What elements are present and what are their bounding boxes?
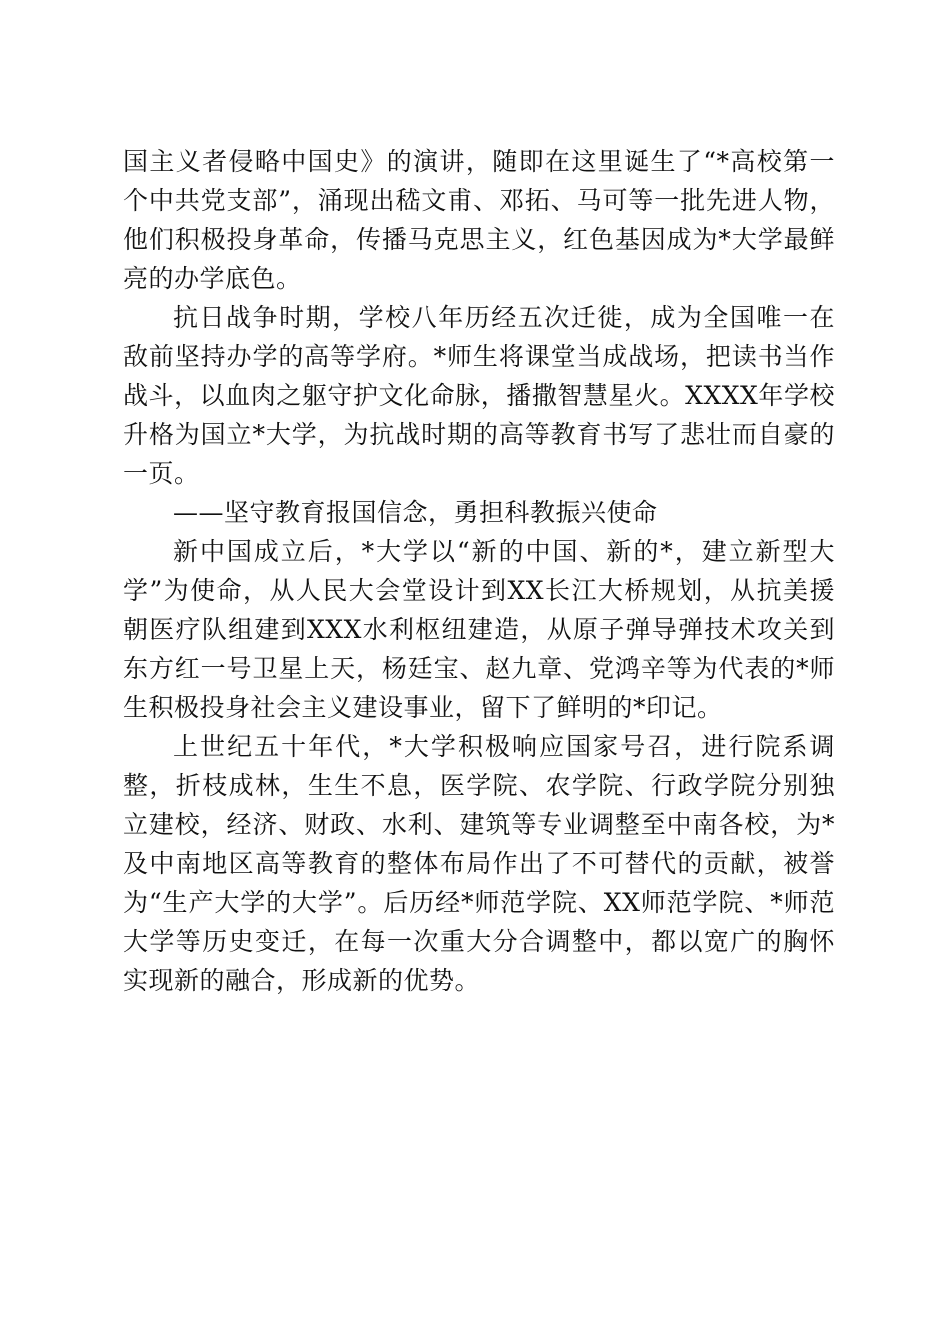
paragraph-war-period: 抗日战争时期，学校八年历经五次迁徙，成为全国唯一在敌前坚持办学的高等学府。*师生将课堂当成战场，把读书当作战斗，以血肉之躯守护文化命脉，播撒智慧星火。XXXX年学校升格为国立*大学，为抗战时期的高等教育书写了悲壮而自豪的一页。 (123, 303, 835, 488)
section-heading: ——坚守教育报国信念，勇担科教振兴使命 (173, 498, 658, 527)
paragraph-new-china: 新中国成立后，*大学以“新的中国、新的*，建立新型大学”为使命，从人民大会堂设计到XX长江大桥规划，从抗美援朝医疗队组建到XXX水利枢纽建造，从原子弹导弹技术攻关到东方红一号卫星上天，杨廷宝、赵九章、党鸿辛等为代表的*师生积极投身社会主义建设事业，留下了鲜明的*印记。 (123, 537, 835, 722)
paragraph-restructuring: 上世纪五十年代，*大学积极响应国家号召，进行院系调整，折枝成林，生生不息，医学院、农学院、行政学院分别独立建校，经济、财政、水利、建筑等专业调整至中南各校，为*及中南地区高等教育的整体布局作出了不可替代的贡献，被誉为“生产大学的大学”。后历经*师范学院、XX师范学院、*师范大学等历史变迁，在每一次重大分合调整中，都以宽广的胸怀实现新的融合，形成新的优势。 (123, 732, 835, 995)
document-body (123, 142, 835, 1000)
paragraph-continuation: 国主义者侵略中国史》的演讲，随即在这里诞生了“*高校第一个中共党支部”，涌现出嵇文甫、邓拓、马可等一批先进人物，他们积极投身革命，传播马克思主义，红色基因成为*大学最鲜亮的办学底色。 (123, 147, 835, 293)
